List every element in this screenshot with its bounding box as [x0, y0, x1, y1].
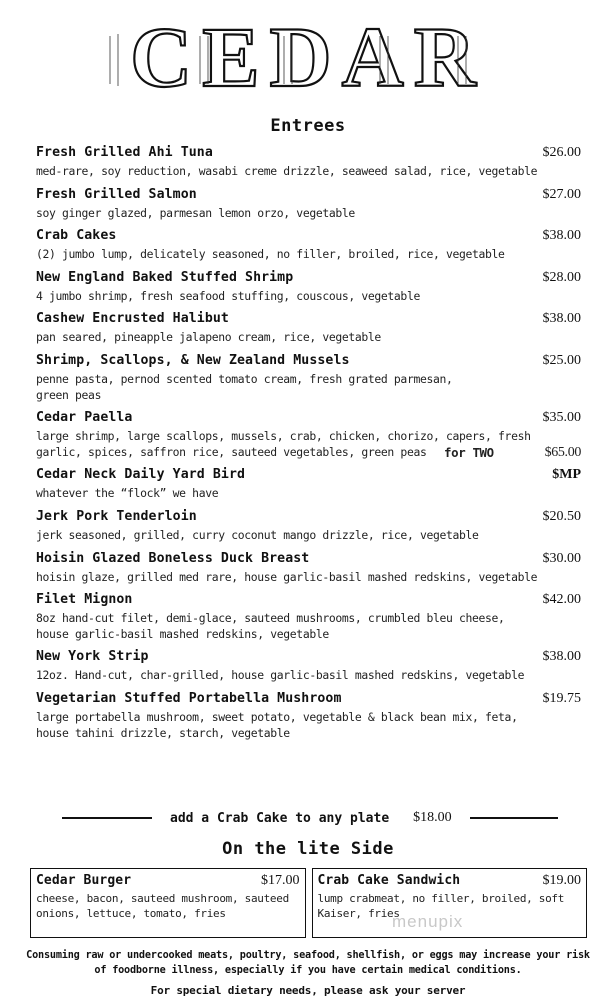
menu-item-name: Jerk Pork Tenderloin	[36, 508, 197, 524]
menu-item-desc: pan seared, pineapple jalapeno cream, rice, vegetable	[36, 330, 381, 345]
menu-item-name: New England Baked Stuffed Shrimp	[36, 269, 294, 285]
menu-item-desc: (2) jumbo lump, delicately seasoned, no filler, broiled, rice, vegetable	[36, 247, 505, 262]
menu-item-desc: 8oz hand-cut filet, demi-glace, sauteed mushrooms, crumbled bleu cheese,	[36, 611, 505, 626]
for-two-row	[36, 445, 581, 461]
menu-item	[36, 509, 581, 544]
menu-item-name: Shrimp, Scallops, & New Zealand Mussels	[36, 352, 350, 368]
menu-item-desc: 12oz. Hand-cut, char-grilled, house garlic-basil mashed redskins, vegetable	[36, 668, 525, 683]
addon-rule-left	[62, 817, 152, 819]
menu-item-price: $27.00	[542, 186, 581, 202]
menu-item-desc: soy ginger glazed, parmesan lemon orzo, vegetable	[36, 205, 355, 220]
menu-item	[36, 592, 581, 642]
menu-item	[36, 228, 581, 263]
menu-item	[36, 649, 581, 684]
menu-item	[36, 353, 581, 403]
lite-item-name: Cedar Burger	[36, 873, 132, 888]
menu-item-name: Cedar Paella	[36, 410, 133, 426]
menu-item-desc: hoisin glaze, grilled med rare, house garlic-basil mashed redskins, vegetable	[36, 569, 538, 584]
menu-item-desc: house tahini drizzle, starch, vegetable	[36, 725, 290, 740]
menu-item-desc: whatever the “flock” we have	[36, 486, 219, 501]
brand-name: CEDAR	[130, 14, 486, 104]
lite-box-burger	[30, 868, 306, 938]
cedar-logo-graphic	[88, 14, 528, 104]
menu-item	[36, 691, 581, 741]
menu-item-name: Cashew Encrusted Halibut	[36, 311, 229, 327]
addon-price: $18.00	[413, 810, 452, 825]
menu-item-desc: green peas	[36, 387, 102, 402]
menu-item-price: $38.00	[542, 311, 581, 327]
menu-item-name: Vegetarian Stuffed Portabella Mushroom	[36, 690, 342, 706]
lite-title: On the lite Side	[222, 839, 394, 859]
for-two-price: $65.00	[544, 444, 581, 460]
menu-item	[36, 270, 581, 305]
lite-item-price: $17.00	[261, 873, 300, 888]
addon-text: add a Crab Cake to any plate	[170, 810, 390, 826]
health-notice-line-2: of foodborne illness, especially if you have certain medical conditions.	[94, 965, 522, 976]
lite-item-desc: lump crabmeat, no filler, broiled, soft	[317, 892, 565, 905]
lite-item-desc: Kaiser, fries	[317, 907, 400, 920]
menu-item-price: $28.00	[542, 269, 581, 285]
for-two-label: for TWO	[444, 444, 494, 460]
menu-item	[36, 187, 581, 222]
menu-item-desc: 4 jumbo shrimp, fresh seafood stuffing, couscous, vegetable	[36, 288, 420, 303]
dietary-notice: For special dietary needs, please ask your server	[150, 984, 466, 997]
menu-item-desc: large shrimp, large scallops, mussels, crab, chicken, chorizo, capers, fresh	[36, 429, 531, 444]
menu-item-price: $19.75	[542, 690, 581, 706]
menu-item-price: $38.00	[542, 649, 581, 665]
menu-item	[36, 467, 581, 502]
menu-item-price: $38.00	[542, 228, 581, 244]
menu-item-name: Cedar Neck Daily Yard Bird	[36, 467, 246, 483]
entrees-title: Entrees	[270, 116, 346, 136]
menu-item	[36, 311, 581, 346]
menu-item-desc: penne pasta, pernod scented tomato cream, fresh grated parmesan,	[36, 371, 453, 386]
menu-item-name: Fresh Grilled Salmon	[36, 186, 197, 202]
menu-item-desc: garlic, spices, saffron rice, sauteed vegetables, green peas	[36, 444, 427, 459]
addon-line	[62, 808, 558, 828]
lite-section	[30, 868, 587, 938]
menu-item	[36, 551, 581, 586]
menu-item-price: $30.00	[542, 550, 581, 566]
brand-logo	[0, 14, 616, 104]
entrees-list	[36, 145, 581, 748]
menu-item-desc: large portabella mushroom, sweet potato, vegetable & black bean mix, feta,	[36, 709, 518, 724]
menu-item-price: $42.00	[542, 592, 581, 608]
menu-item-name: New York Strip	[36, 649, 149, 665]
menu-item	[36, 410, 581, 460]
lite-item-desc: onions, lettuce, tomato, fries	[36, 907, 226, 920]
health-notice-line-1: Consuming raw or undercooked meats, poultry, seafood, shellfish, or eggs may increase your risk	[26, 950, 590, 961]
menupix-watermark: menupix	[392, 912, 464, 931]
menu-item-name: Filet Mignon	[36, 592, 133, 608]
menu-item-desc: house garlic-basil mashed redskins, vegetable	[36, 626, 329, 641]
menu-item-price: $20.50	[542, 508, 581, 524]
lite-item-price: $19.00	[542, 873, 581, 888]
menu-item-price: $35.00	[542, 410, 581, 426]
menu-item-desc: med-rare, soy reduction, wasabi creme drizzle, seaweed salad, rice, vegetable	[36, 164, 538, 178]
menu-item-name: Fresh Grilled Ahi Tuna	[36, 145, 213, 160]
menu-item-price: $MP	[552, 467, 581, 483]
menu-item-price: $26.00	[542, 145, 581, 160]
addon-rule-right	[470, 817, 558, 819]
lite-item-desc: cheese, bacon, sauteed mushroom, sauteed	[36, 892, 289, 905]
menu-item	[36, 145, 581, 180]
lite-item-name: Crab Cake Sandwich	[317, 873, 461, 888]
menu-item-price: $25.00	[542, 352, 581, 368]
menu-item-name: Hoisin Glazed Boneless Duck Breast	[36, 550, 310, 566]
menu-item-desc: jerk seasoned, grilled, curry coconut mango drizzle, rice, vegetable	[36, 527, 479, 542]
menu-item-name: Crab Cakes	[36, 228, 117, 244]
